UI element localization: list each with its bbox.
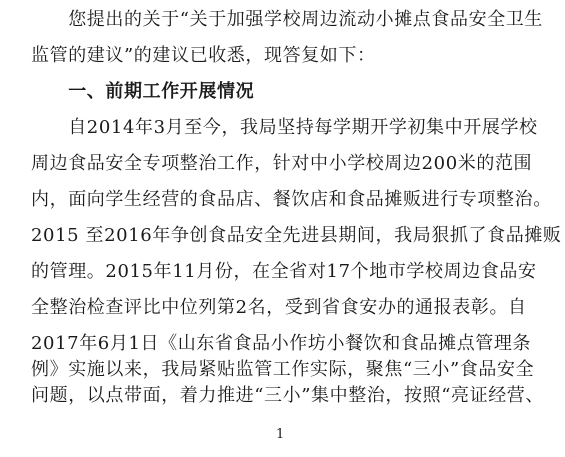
paragraph-line: 内，面向学生经营的食品店、餐饮店和食品摊贩进行专项整治。 — [31, 189, 552, 210]
section-heading: 一、前期工作开展情况 — [31, 81, 255, 102]
paragraph-line: 2017年6月1日《山东省食品小作坊小餐饮和食品摊点管理条 — [31, 333, 532, 354]
paragraph-line: 自2014年3月至今，我局坚持每学期开学初集中开展学校 — [31, 117, 538, 138]
paragraph-line: 2015 至2016年争创食品安全先进县期间，我局狠抓了食品摊贩 — [31, 225, 562, 246]
paragraph-line: 问题，以点带面，着力推进“三小”集中整治，按照“亮证经营、 — [31, 385, 545, 406]
paragraph-line: 全整治检查评比中位列第2名，受到省食安办的通报表彰。自 — [31, 297, 527, 318]
paragraph-line: 您提出的关于“关于加强学校周边流动小摊点食品安全卫生 — [31, 9, 543, 30]
paragraph-line: 的管理。2015年11月份，在全省对17个地市学校周边食品安 — [31, 261, 537, 282]
page-number: 1 — [276, 427, 285, 442]
paragraph-line: 例》实施以来，我局紧贴监管工作实际，聚焦“三小”食品安全 — [31, 359, 535, 380]
paragraph-line: 周边食品安全专项整治工作，针对中小学校周边200米的范围 — [31, 153, 533, 174]
paragraph-line: 监管的建议”的建议已收悉，现答复如下： — [31, 45, 376, 66]
